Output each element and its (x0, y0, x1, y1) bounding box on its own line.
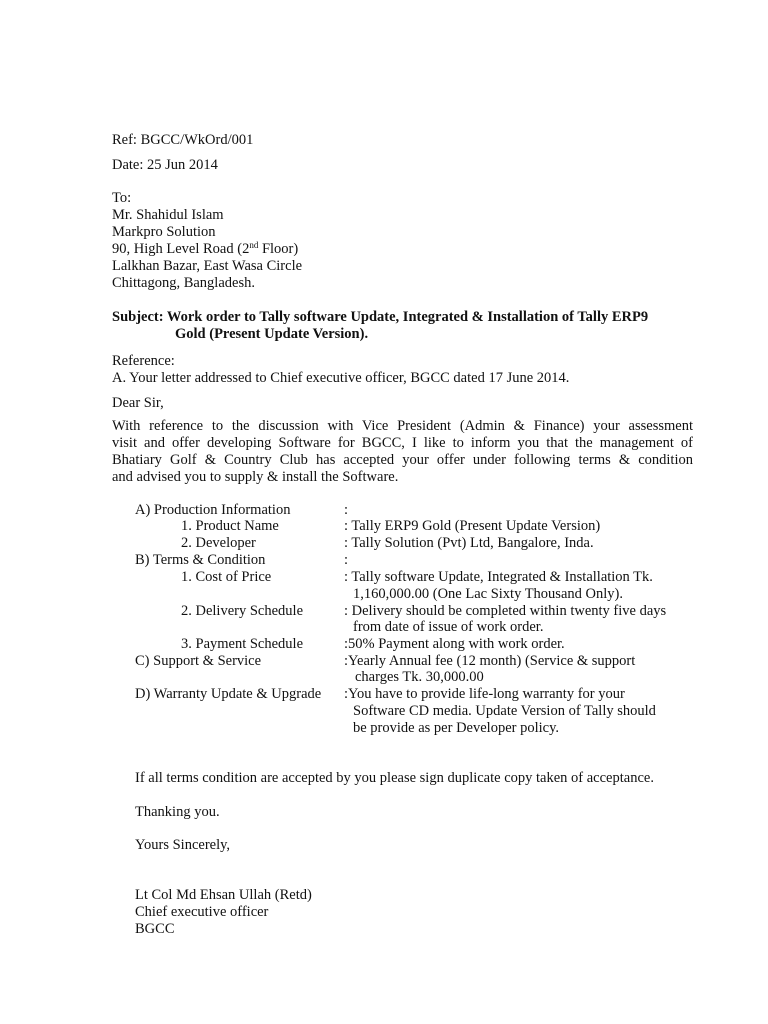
term-c-value-1: :Yearly Annual fee (12 month) (Service & support (344, 653, 636, 669)
sincerely-line: Yours Sincerely, (135, 837, 231, 853)
recipient-name: Mr. Shahidul Islam (112, 207, 224, 223)
term-a2-label: 2. Developer (181, 535, 256, 551)
signatory-name: Lt Col Md Ehsan Ullah (Retd) (135, 887, 312, 903)
term-d-value-3: be provide as per Developer policy. (353, 720, 560, 736)
term-b2-value-1: : Delivery should be completed within twenty five days (344, 603, 667, 619)
term-b1-value-1: : Tally software Update, Integrated & Installation Tk. (344, 569, 653, 585)
term-a-label: A) Production Information (135, 502, 291, 518)
body-line-4: and advised you to supply & install the Software. (112, 469, 399, 485)
recipient-company: Markpro Solution (112, 224, 216, 240)
term-b-label: B) Terms & Condition (135, 552, 266, 568)
thanking-line: Thanking you. (135, 804, 220, 820)
body-line-3: Bhatiary Golf & Country Club has accepted your offer under following terms & condition (112, 452, 693, 468)
term-b2-value-2: from date of issue of work order. (353, 619, 544, 635)
subject-line-2: Gold (Present Update Version). (175, 326, 369, 342)
recipient-address-line-2: Lalkhan Bazar, East Wasa Circle (112, 258, 303, 274)
term-a1-value: : Tally ERP9 Gold (Present Update Version) (344, 518, 601, 534)
term-d-label: D) Warranty Update & Upgrade (135, 686, 322, 702)
signatory-title: Chief executive officer (135, 904, 269, 920)
recipient-address-line-1: 90, High Level Road (2nd Floor) (112, 240, 299, 257)
signatory-organization: BGCC (135, 921, 175, 937)
body-line-2: visit and offer developing Software for BGCC, I like to inform you that the management of (112, 435, 693, 451)
reference-number: Ref: BGCC/WkOrd/001 (112, 132, 254, 148)
reference-item: A. Your letter addressed to Chief executive officer, BGCC dated 17 June 2014. (112, 370, 570, 386)
term-a1-label: 1. Product Name (181, 518, 279, 534)
term-b3-value: :50% Payment along with work order. (344, 636, 565, 652)
letter-date: Date: 25 Jun 2014 (112, 157, 218, 173)
recipient-address-line-3: Chittagong, Bangladesh. (112, 275, 255, 291)
subject-line-1: Subject: Work order to Tally software Update, Integrated & Installation of Tally ERP9 (112, 309, 649, 325)
term-b1-label: 1. Cost of Price (181, 569, 272, 585)
term-c-value-2: charges Tk. 30,000.00 (355, 669, 484, 685)
term-b-colon: : (344, 552, 349, 568)
term-b1-value-2: 1,160,000.00 (One Lac Sixty Thousand Only). (353, 586, 623, 602)
to-label: To: (112, 190, 132, 206)
term-a-colon: : (344, 502, 349, 518)
term-c-label: C) Support & Service (135, 653, 262, 669)
reference-label: Reference: (112, 353, 175, 369)
body-line-1: With reference to the discussion with Vice President (Admin & Finance) your assessment (112, 418, 693, 434)
closing-note: If all terms condition are accepted by you please sign duplicate copy taken of acceptance. (135, 770, 654, 786)
term-d-value-1: :You have to provide life-long warranty for your (344, 686, 625, 702)
salutation: Dear Sir, (112, 395, 164, 411)
term-a2-value: : Tally Solution (Pvt) Ltd, Bangalore, Inda. (344, 535, 594, 551)
term-b3-label: 3. Payment Schedule (181, 636, 304, 652)
term-d-value-2: Software CD media. Update Version of Tally should (353, 703, 656, 719)
term-b2-label: 2. Delivery Schedule (181, 603, 304, 619)
